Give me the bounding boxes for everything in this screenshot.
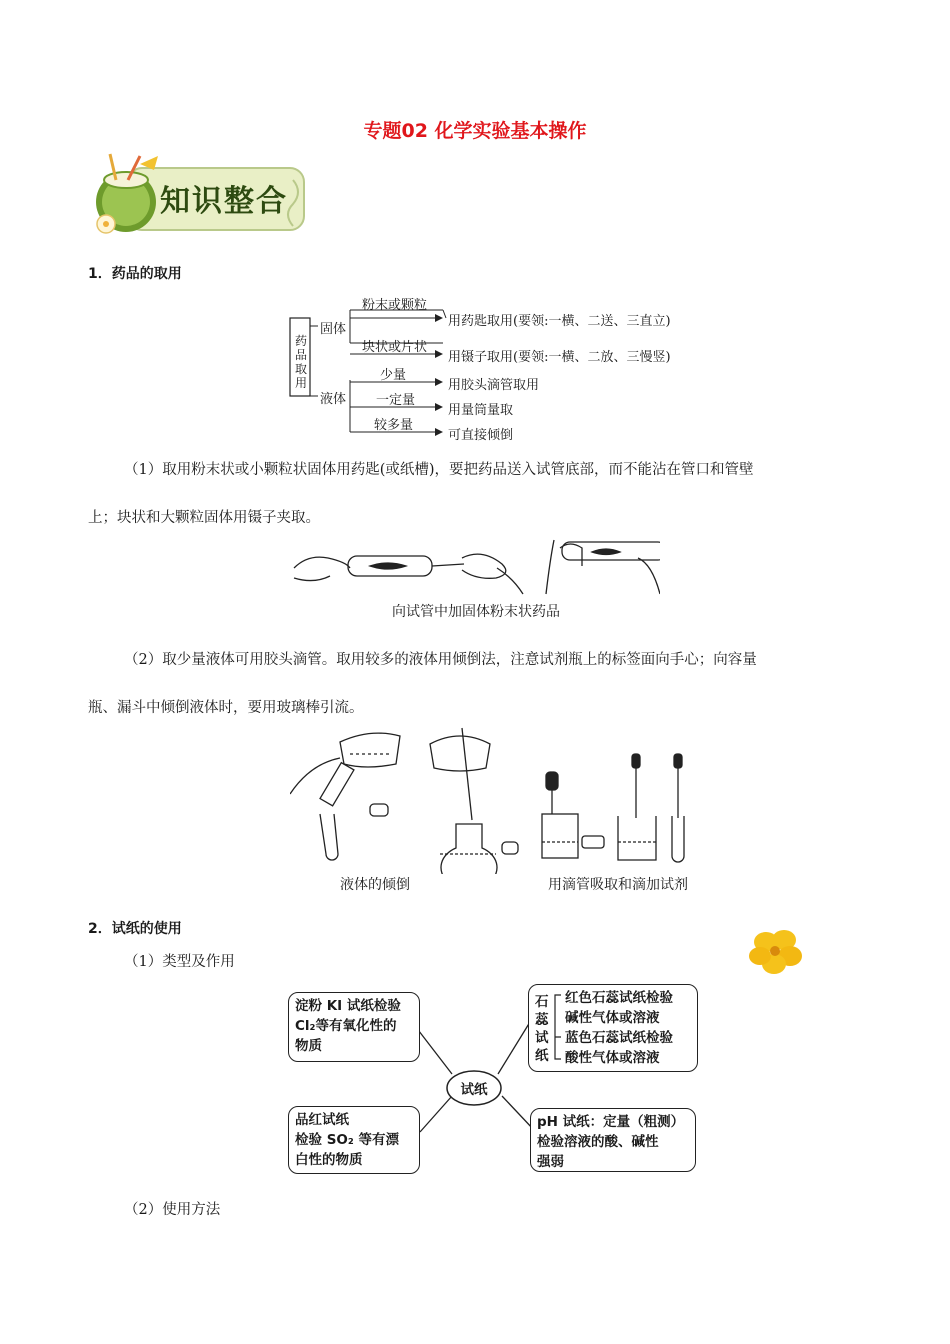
- liquid-apparatus-illustration: [290, 724, 710, 874]
- paragraph-2-line1: （2）取少量液体可用胶头滴管。取用较多的液体用倾倒法，注意试剂瓶上的标签面向手心；向容量: [124, 652, 757, 668]
- drug-taking-flowchart: [288, 296, 698, 444]
- test-paper-mindmap: [280, 984, 700, 1176]
- flow-cond: 少量: [380, 368, 407, 383]
- box-line: 强弱: [537, 1154, 564, 1170]
- flow-result: 用量筒量取: [448, 403, 514, 418]
- box-line: pH 试纸：定量（粗测）: [537, 1114, 685, 1130]
- banner-label: 知识整合: [160, 184, 288, 219]
- box-line: 白性的物质: [295, 1152, 363, 1168]
- box-line: 碱性气体或溶液: [565, 1010, 660, 1026]
- flow-cond: 一定量: [376, 393, 416, 408]
- mindmap-box-magenta: [288, 1106, 420, 1174]
- section-banner: [88, 150, 308, 242]
- flow-result: 用药匙取用(要领:一横、二送、三直立): [448, 314, 671, 329]
- paragraph-2-line2: 瓶、漏斗中倾倒液体时，要用玻璃棒引流。: [88, 700, 364, 716]
- page-title: 专题02 化学实验基本操作: [363, 120, 587, 142]
- flow-cond: 粉末或颗粒: [362, 298, 428, 313]
- figure-liquid-handling: [290, 724, 710, 874]
- section2-heading: 2．试纸的使用: [88, 921, 182, 937]
- litmus-lines: [565, 988, 673, 1068]
- box-line: 淀粉 KI 试纸检验: [295, 998, 401, 1014]
- box-line: 红色石蕊试纸检验: [565, 990, 673, 1006]
- box-line: 物质: [295, 1038, 322, 1054]
- figure-powder-caption: 向试管中加固体粉末状药品: [392, 604, 560, 620]
- flow-cond: 较多量: [374, 418, 414, 433]
- section1-heading: 1．药品的取用: [88, 266, 182, 282]
- flow-root: 药品取用: [295, 334, 308, 390]
- mindmap-box-litmus: [528, 984, 698, 1072]
- box-line: Cl₂等有氧化性的: [295, 1018, 397, 1034]
- flow-result: 用胶头滴管取用: [448, 378, 540, 393]
- paragraph-1-line2: 上；块状和大颗粒固体用镊子夹取。: [88, 510, 320, 526]
- flow-cond: 块状或片状: [362, 340, 428, 355]
- figure-pouring-caption: 液体的倾倒: [340, 877, 410, 893]
- litmus-label: 石蕊试纸: [535, 994, 549, 1064]
- box-line: 酸性气体或溶液: [565, 1050, 660, 1066]
- flow-result: 可直接倾倒: [448, 428, 514, 443]
- box-line: 检验 SO₂ 等有漂: [295, 1132, 400, 1148]
- box-line: 检验溶液的酸、碱性: [537, 1134, 659, 1150]
- paragraph-1-line1: （1）取用粉末状或小颗粒状固体用药匙(或纸槽)，要把药品送入试管底部，而不能沾在管口和管壁: [124, 462, 754, 478]
- flow-solid: 固体: [320, 322, 347, 337]
- mindmap-center: 试纸: [460, 1082, 488, 1098]
- litmus-bracket: [553, 991, 563, 1063]
- flower-icon: [746, 924, 806, 976]
- flow-liquid: 液体: [320, 392, 347, 407]
- section2-sub1: （1）类型及作用: [124, 954, 235, 970]
- mindmap-box-ph: [530, 1108, 696, 1172]
- flow-result: 用镊子取用(要领:一横、二放、三慢竖): [448, 350, 671, 365]
- box-line: 蓝色石蕊试纸检验: [565, 1030, 673, 1046]
- flower-icon-graphic: [746, 924, 806, 976]
- box-line: 品红试纸: [295, 1112, 349, 1128]
- mindmap-box-starch-ki: [288, 992, 420, 1062]
- section2-sub2: （2）使用方法: [124, 1202, 221, 1218]
- figure-powder-adding: [292, 538, 660, 596]
- test-tube-illustration: [292, 538, 660, 596]
- figure-dropper-caption: 用滴管吸取和滴加试剂: [548, 877, 688, 893]
